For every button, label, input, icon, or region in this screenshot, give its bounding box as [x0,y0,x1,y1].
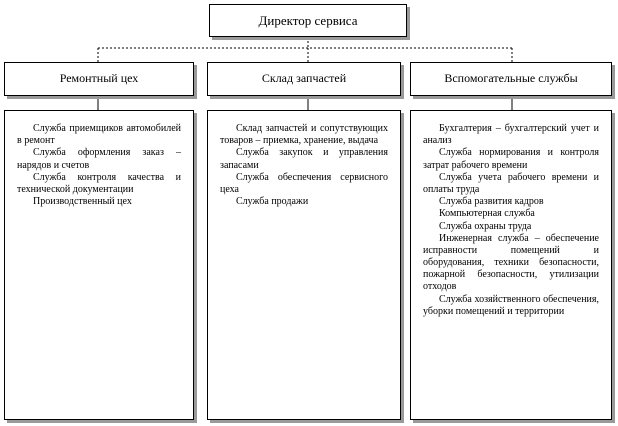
list-item: Бухгалтерия – бухгалтерский учет и анализ [423,123,599,147]
list-item: Склад запчастей и сопутствующих товаров – приемка, хранение, выдача [220,123,388,147]
header-repair-shop-label: Ремонтный цех [59,71,139,86]
list-item: Служба учета рабочего времени и оплаты труда [423,171,599,195]
header-auxiliary-services [410,62,612,96]
list-item: Служба обеспечения сервисного цеха [220,171,388,195]
list-item: Служба закупок и управления запасами [220,147,388,171]
list-item: Инженерная служба – обеспечение исправности помещений и оборудования, техники безопасности, пожарной безопасности, утилизации отходов [423,232,599,293]
header-repair-shop [4,62,194,96]
list-item: Служба приемщиков автомобилей в ремонт [17,123,181,147]
header-parts-warehouse-label: Склад запчастей [261,71,347,86]
list-repair-shop [4,110,194,420]
list-item: Служба оформления заказ – нарядов и счетов [17,147,181,171]
list-item: Служба нормирования и контроля затрат рабочего времени [423,147,599,171]
list-item: Компьютерная служба [439,208,535,220]
director-box [209,4,407,37]
list-item: Служба хозяйственного обеспечения, уборки помещений и территории [423,293,599,317]
list-auxiliary-services [410,110,612,420]
director-label: Директор сервиса [258,12,358,28]
list-item: Служба контроля качества и технической документации [17,171,181,195]
list-parts-warehouse [207,110,401,420]
list-item: Служба развития кадров [439,196,544,208]
list-item: Служба продажи [236,196,309,208]
header-parts-warehouse [207,62,401,96]
list-item: Служба охраны труда [439,220,532,232]
header-auxiliary-services-label: Вспомогательные службы [444,71,578,86]
list-item: Производственный цех [33,196,132,208]
